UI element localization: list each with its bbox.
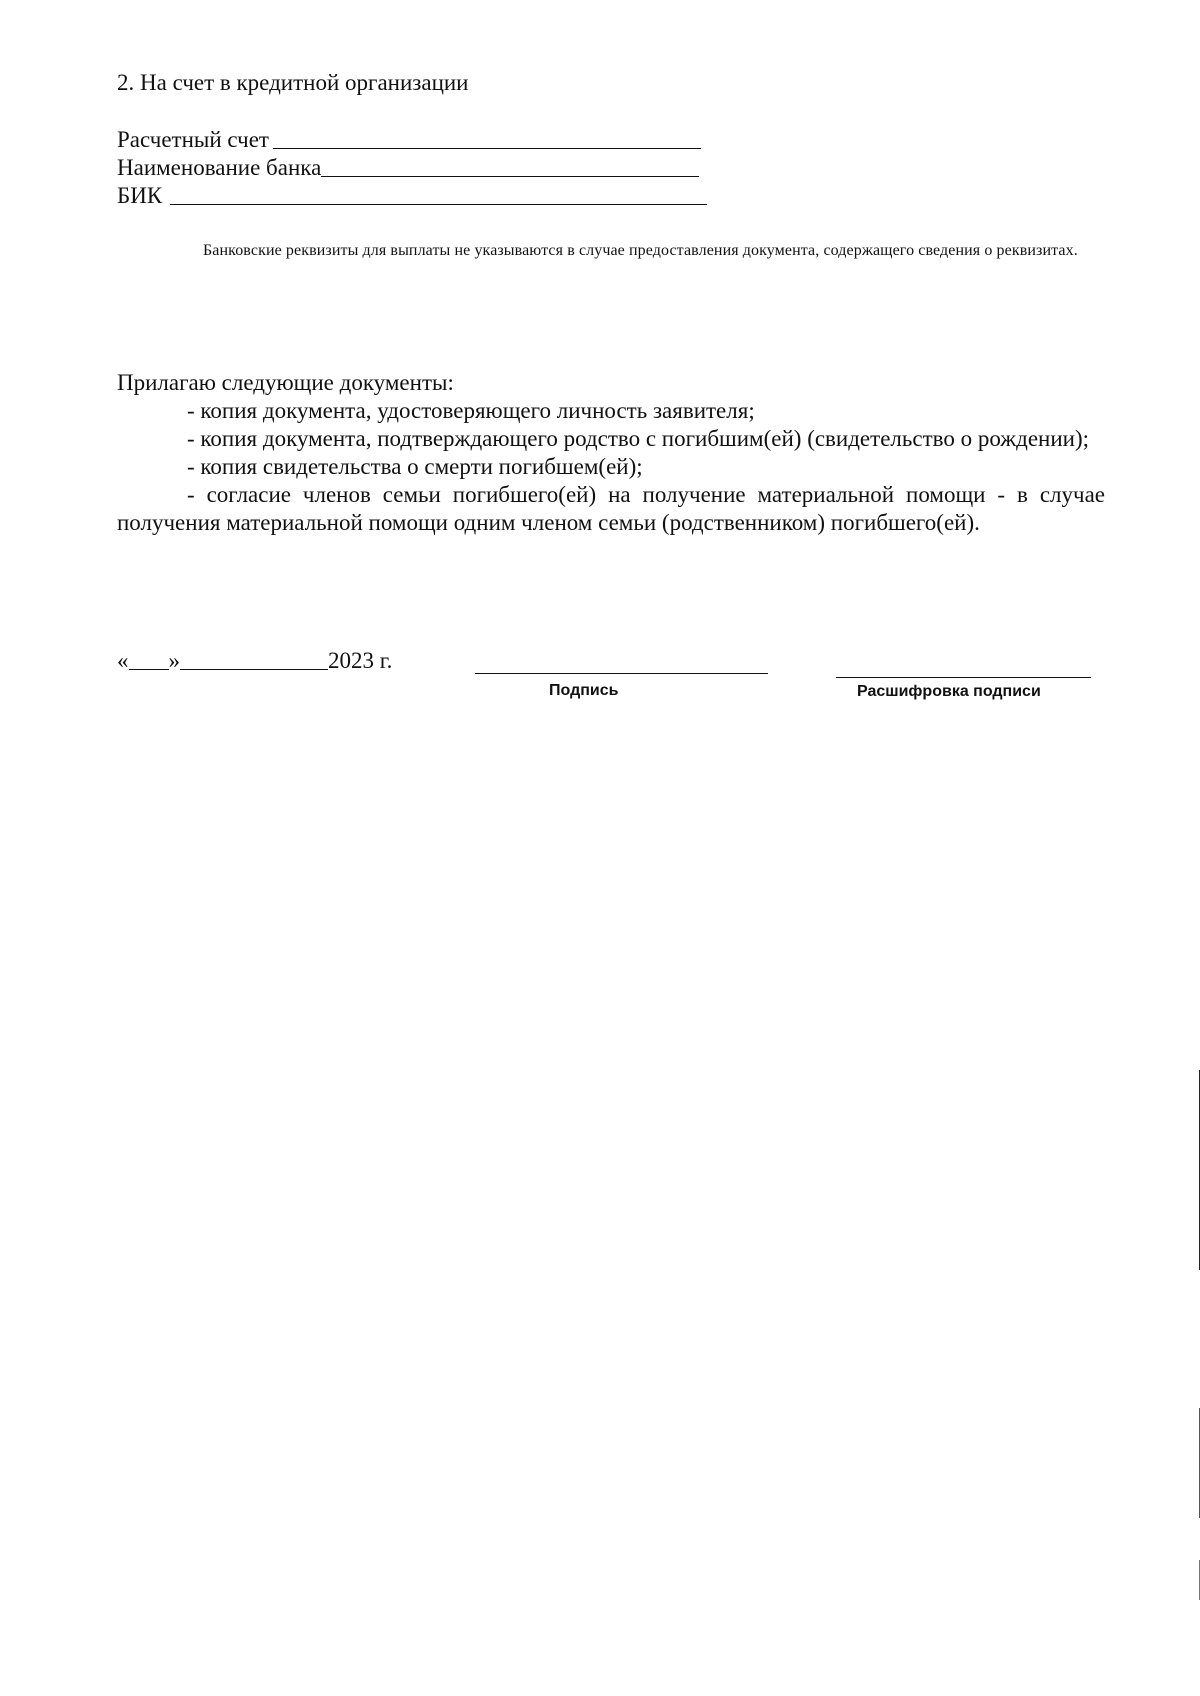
bank-details-note: Банковские реквизиты для выплаты не указываются в случае предоставления документа, содержащего сведения о реквизитах. bbox=[203, 242, 1078, 259]
section-title: 2. На счет в кредитной организации bbox=[117, 70, 469, 95]
attachments-title: Прилагаю следующие документы: bbox=[117, 370, 454, 395]
date-year: 2023 г. bbox=[328, 648, 393, 673]
bank-name-field bbox=[117, 155, 699, 181]
bik-field bbox=[117, 183, 707, 209]
account-field bbox=[117, 127, 701, 153]
bank-name-label: Наименование банка bbox=[117, 155, 322, 180]
date-field bbox=[117, 648, 392, 674]
signature-line[interactable] bbox=[475, 672, 768, 674]
attachment-item: - копия документа, подтверждающего родство с погибшим(ей) (свидетельство о рождении); bbox=[187, 426, 1090, 451]
account-blank[interactable] bbox=[273, 147, 701, 149]
bik-label: БИК bbox=[117, 183, 163, 208]
attachments-list bbox=[117, 397, 1105, 537]
account-label: Расчетный счет bbox=[117, 127, 269, 152]
signature-caption: Подпись bbox=[549, 682, 619, 699]
day-blank[interactable] bbox=[129, 668, 169, 670]
attachment-item: - согласие членов семьи погибшего(ей) на получение материальной помощи - в случае получения материальной помощи одним членом семьи (родственником) погибшего(ей). bbox=[117, 482, 1105, 535]
attachment-item: - копия свидетельства о смерти погибшем(ей); bbox=[187, 454, 643, 479]
date-close-quote: » bbox=[168, 648, 180, 673]
signature-decode-caption: Расшифровка подписи bbox=[857, 683, 1041, 700]
month-blank[interactable] bbox=[180, 668, 328, 670]
attachment-item: - копия документа, удостоверяющего личность заявителя; bbox=[187, 398, 755, 423]
date-open-quote: « bbox=[117, 648, 129, 673]
signature-decode-line[interactable] bbox=[836, 676, 1091, 678]
bik-blank[interactable] bbox=[170, 203, 707, 205]
bank-name-blank[interactable] bbox=[321, 175, 699, 177]
